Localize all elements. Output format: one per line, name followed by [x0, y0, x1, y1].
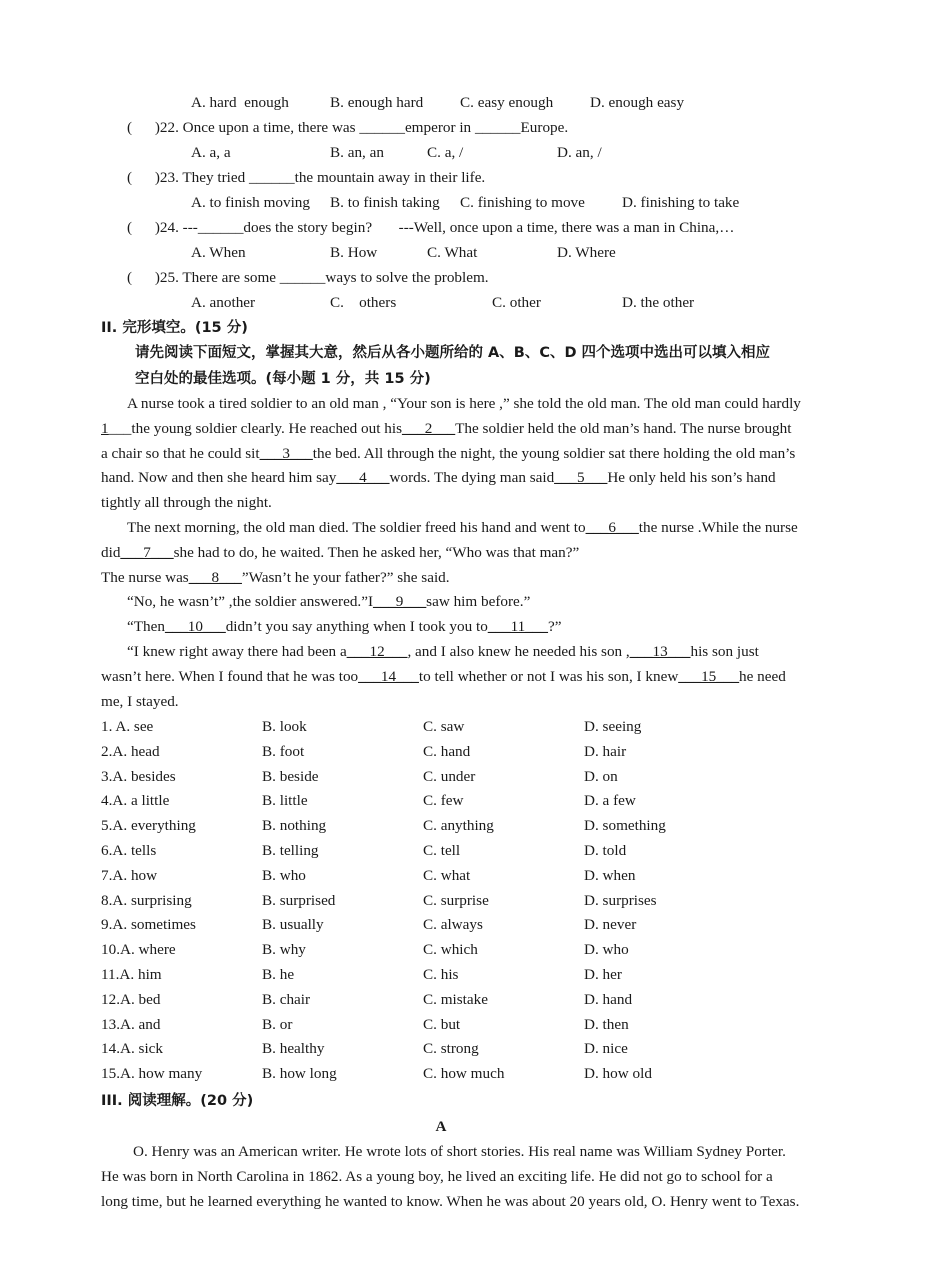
section-instructions: 请先阅读下面短文，掌握其大意，然后从各小题所给的 A、B、C、D 四个选项中选出可以填入相应	[135, 345, 771, 361]
passage-label: A	[435, 1118, 447, 1135]
answer-option: A. to finish moving	[191, 194, 310, 211]
cloze-option: D. told	[584, 842, 627, 859]
cloze-option: 1. A. see	[101, 718, 154, 735]
passage-text: words. The dying man said	[389, 469, 555, 487]
cloze-option: C. anything	[423, 817, 494, 835]
passage-text: didn’t you say anything when I took you to	[225, 618, 488, 636]
passage-text: hand. Now and then she heard him say	[101, 469, 337, 487]
passage-text: tightly all through the night.	[101, 494, 272, 512]
answer-option: B. an, an	[330, 144, 384, 161]
blank-number: ___4___	[336, 469, 390, 487]
passage-line	[101, 568, 450, 588]
cloze-option: D. surprises	[584, 891, 657, 909]
passage-text: ___the young soldier clearly. He reached out his	[108, 419, 402, 437]
cloze-option: 8.A. surprising	[101, 891, 192, 909]
cloze-option: B. telling	[262, 842, 319, 859]
passage-line	[127, 592, 530, 612]
cloze-option: D. how old	[584, 1065, 652, 1083]
cloze-option: B. nothing	[262, 817, 327, 835]
cloze-option: C. how much	[423, 1065, 505, 1083]
cloze-option: 11.A. him	[101, 966, 162, 983]
passage-line	[101, 444, 795, 464]
cloze-option: C. tell	[423, 842, 461, 859]
reading-line: O. Henry was an American writer. He wrote lots of short stories. His real name was William Sydney Porter.	[133, 1143, 786, 1160]
cloze-option: D. something	[584, 817, 666, 835]
cloze-option: D. her	[584, 966, 622, 983]
answer-option: C. others	[330, 294, 397, 311]
cloze-option: D. seeing	[584, 718, 642, 735]
answer-option: C. finishing to move	[460, 194, 585, 211]
cloze-option: D. then	[584, 1015, 629, 1033]
passage-text: ”Wasn’t he your father?” she said.	[241, 568, 450, 586]
cloze-option: C. saw	[423, 718, 465, 735]
cloze-option: D. hand	[584, 990, 633, 1008]
cloze-option: B. healthy	[262, 1040, 325, 1058]
cloze-option: C. always	[423, 916, 483, 934]
cloze-option: B. how long	[262, 1065, 337, 1083]
passage-text: she had to do, he waited. Then he asked her, “Who was that man?”	[173, 543, 580, 561]
cloze-option: B. usually	[262, 916, 324, 934]
cloze-option: 14.A. sick	[101, 1040, 164, 1058]
passage-line: A nurse took a tired soldier to an old man , “Your son is here ,” she told the old man. The old man could hardly	[127, 395, 801, 412]
question-stem: ( )23. They tried ______the mountain away in their life.	[127, 169, 486, 186]
cloze-option: 2.A. head	[101, 742, 160, 760]
cloze-option: 7.A. how	[101, 866, 158, 884]
section-heading: III. 阅读理解。(20 分)	[101, 1093, 254, 1109]
cloze-option: 3.A. besides	[101, 767, 176, 785]
answer-option: C. easy enough	[460, 94, 554, 111]
cloze-option: B. he	[262, 966, 295, 983]
cloze-option: B. beside	[262, 767, 319, 785]
passage-line	[127, 518, 798, 538]
passage-text: saw him before.”	[426, 593, 531, 611]
passage-text: me, I stayed.	[101, 692, 179, 710]
cloze-option: C. few	[423, 792, 464, 810]
passage-text: “No, he wasn’t” ,the soldier answered.”I	[127, 593, 374, 611]
passage-text: ?”	[548, 618, 562, 636]
passage-text: wasn’t here. When I found that he was too	[101, 667, 359, 685]
passage-line	[101, 493, 272, 513]
cloze-option: C. under	[423, 767, 476, 785]
passage-line	[101, 468, 776, 488]
cloze-option: D. a few	[584, 792, 636, 810]
cloze-option: D. nice	[584, 1040, 628, 1058]
answer-option: A. When	[191, 244, 246, 261]
cloze-option: B. look	[262, 718, 307, 735]
cloze-option: C. his	[423, 966, 459, 983]
blank-number: ___2___	[401, 419, 456, 437]
cloze-option: 13.A. and	[101, 1015, 161, 1033]
passage-text: He only held his son’s hand	[607, 469, 776, 487]
blank-number: ___9___	[373, 593, 427, 611]
blank-number: ___7___	[120, 543, 174, 561]
question-stem: ( )22. Once upon a time, there was ______emperor in ______Europe.	[127, 119, 569, 136]
cloze-option: B. or	[262, 1015, 293, 1033]
cloze-option: C. but	[423, 1015, 461, 1033]
blank-number: ___11___	[487, 618, 548, 636]
passage-line	[101, 419, 791, 439]
passage-text: a chair so that he could sit	[101, 444, 260, 462]
passage-text: The nurse was	[101, 568, 189, 586]
reading-line: long time, but he learned everything he wanted to know. When he was about 20 years old, O. Henry went to Texas.	[101, 1192, 800, 1210]
passage-text: the bed. All through the night, the young soldier sat there holding the old man’s	[312, 444, 796, 462]
cloze-option: 4.A. a little	[101, 792, 170, 810]
answer-option: D. the other	[622, 294, 695, 311]
cloze-option: 10.A. where	[101, 941, 176, 959]
passage-line	[101, 692, 179, 712]
passage-text: “Then	[127, 618, 165, 636]
passage-text: The next morning, the old man died. The soldier freed his hand and went to	[127, 519, 586, 536]
cloze-option: C. what	[423, 866, 471, 884]
section-heading: II. 完形填空。(15 分)	[101, 320, 248, 336]
cloze-option: C. surprise	[423, 891, 489, 909]
passage-text: the nurse .While the nurse	[638, 519, 798, 536]
blank-number: ___10___	[164, 618, 226, 636]
passage-line	[127, 642, 759, 662]
passage-text: did	[101, 543, 121, 561]
blank-number: ___14___	[358, 667, 419, 685]
cloze-option: D. when	[584, 866, 636, 884]
answer-option: D. an, /	[557, 144, 602, 161]
blank-number: 1	[101, 419, 109, 437]
answer-option: D. enough easy	[590, 94, 685, 111]
passage-text: “I knew right away there had been a	[127, 643, 347, 660]
cloze-option: 9.A. sometimes	[101, 916, 196, 934]
answer-option: C. other	[492, 294, 541, 311]
cloze-option: D. hair	[584, 742, 627, 760]
blank-number: ___13___	[629, 643, 691, 660]
blank-number: ___6___	[585, 519, 639, 536]
answer-option: C. a, /	[427, 144, 464, 161]
blank-number: ___12___	[346, 643, 408, 660]
passage-text: his son just	[690, 643, 759, 660]
answer-option: A. a, a	[191, 144, 231, 161]
cloze-option: C. which	[423, 941, 478, 959]
blank-number: ___3___	[259, 444, 313, 462]
cloze-option: 5.A. everything	[101, 817, 196, 835]
cloze-option: D. on	[584, 767, 618, 785]
answer-option: D. Where	[557, 244, 616, 261]
answer-option: A. hard enough	[191, 94, 289, 111]
cloze-option: B. chair	[262, 990, 311, 1008]
blank-number: ___5___	[554, 469, 608, 487]
blank-number: ___8___	[188, 568, 242, 586]
passage-line	[101, 667, 786, 687]
cloze-option: 6.A. tells	[101, 842, 157, 859]
cloze-option: 15.A. how many	[101, 1065, 203, 1083]
cloze-option: B. little	[262, 792, 308, 810]
cloze-option: B. surprised	[262, 891, 336, 909]
cloze-option: B. foot	[262, 742, 305, 760]
cloze-option: D. who	[584, 941, 629, 959]
cloze-option: C. mistake	[423, 990, 488, 1008]
answer-option: A. another	[191, 294, 256, 311]
answer-option: D. finishing to take	[622, 194, 740, 211]
blank-number: ___15___	[678, 667, 740, 685]
section-instructions: 空白处的最佳选项。(每小题 1 分，共 15 分)	[135, 371, 431, 387]
passage-line	[127, 617, 561, 637]
cloze-option: 12.A. bed	[101, 990, 161, 1008]
cloze-option: C. hand	[423, 742, 471, 760]
question-stem: ( )25. There are some ______ways to solve the problem.	[127, 269, 489, 286]
cloze-option: C. strong	[423, 1040, 479, 1058]
passage-text: The soldier held the old man’s hand. The nurse brought	[455, 419, 792, 437]
passage-text: he need	[739, 667, 786, 685]
answer-option: C. What	[427, 244, 478, 261]
reading-line: He was born in North Carolina in 1862. As a young boy, he lived an exciting life. He did not go to school for a	[101, 1167, 773, 1185]
cloze-option: D. never	[584, 916, 637, 934]
answer-option: B. How	[330, 244, 378, 261]
passage-line	[101, 543, 579, 563]
passage-text: , and I also knew he needed his son ,	[407, 643, 630, 660]
cloze-option: B. who	[262, 866, 306, 884]
passage-text: to tell whether or not I was his son, I knew	[418, 667, 679, 685]
answer-option: B. enough hard	[330, 94, 424, 111]
answer-option: B. to finish taking	[330, 194, 440, 211]
cloze-option: B. why	[262, 941, 306, 959]
question-stem: ( )24. ---______does the story begin? ---Well, once upon a time, there was a man in China,…	[127, 219, 735, 236]
